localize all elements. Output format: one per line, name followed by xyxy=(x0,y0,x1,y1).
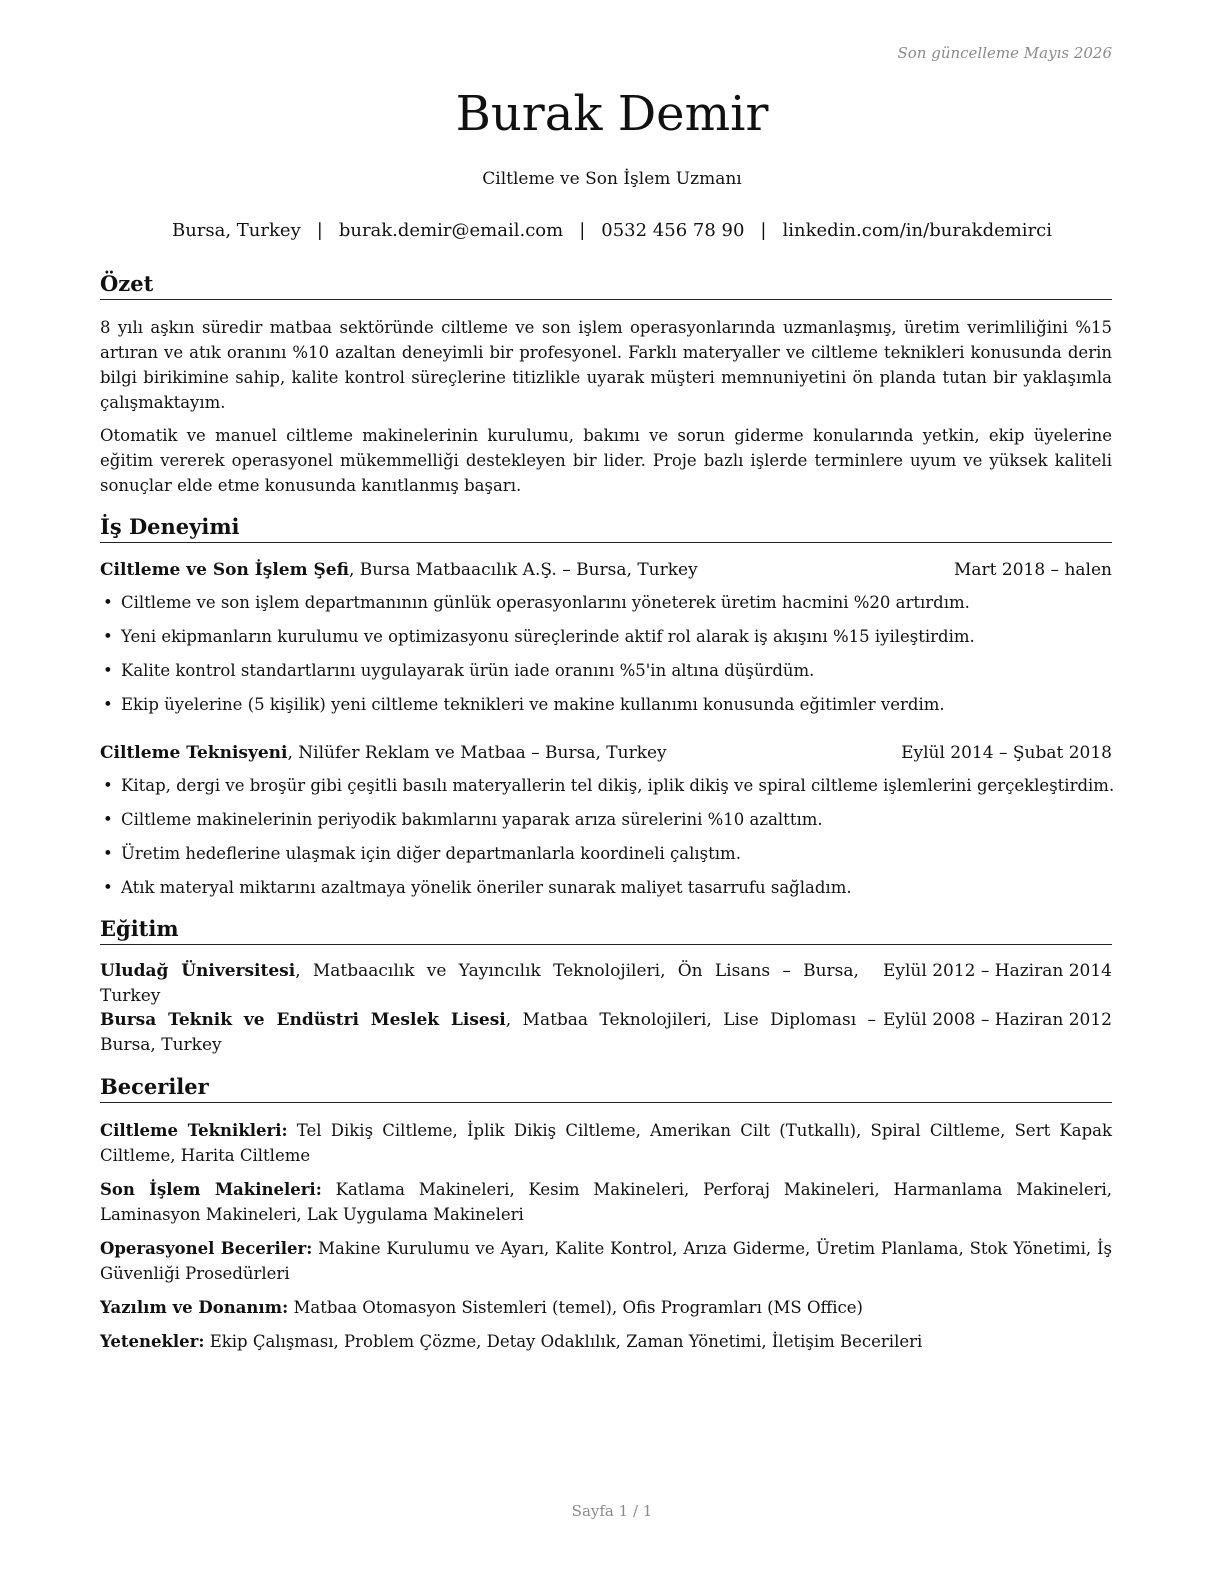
skill-value: Makine Kurulumu ve Ayarı, Kalite Kontrol, Arıza Giderme, Üretim Planlama, Stok Yönetimi, İş Güvenliği Prosedürleri xyxy=(100,1239,1112,1283)
skill-row xyxy=(100,1329,1112,1354)
contact-line xyxy=(0,220,1224,241)
candidate-name: Burak Demir xyxy=(455,86,769,142)
contact-email[interactable]: burak.demir@email.com xyxy=(338,220,564,241)
education-dates: Eylül 2012 – Haziran 2014 xyxy=(882,961,1112,981)
education-details: , Matbaa Teknolojileri, Lise Diploması – Bursa, Turkey xyxy=(100,1010,876,1055)
page-number: Sayfa 1 / 1 xyxy=(571,1502,653,1520)
job-header xyxy=(100,558,1112,582)
job-bullet: • Kitap, dergi ve broşür gibi çeşitli basılı materyallerin tel dikiş, iplik dikiş ve spiral ciltleme işlemlerini gerçekleştirdim. xyxy=(100,769,1112,803)
job-dates: Mart 2018 – halen xyxy=(953,560,1112,580)
summary-heading: Özet xyxy=(100,271,1112,300)
skills-section xyxy=(100,1118,1112,1363)
job-company: , Bursa Matbaacılık A.Ş. – Bursa, Turkey xyxy=(348,560,698,580)
contact-separator: | xyxy=(579,220,586,241)
job-bullet: • Ekip üyelerine (5 kişilik) yeni ciltleme teknikleri ve makine kullanımı konusunda eğitimler verdim. xyxy=(100,688,1112,722)
skill-row xyxy=(100,1118,1112,1168)
skill-label: Ciltleme Teknikleri: xyxy=(100,1121,288,1140)
contact-location: Bursa, Turkey xyxy=(171,220,301,241)
skills-heading: Beceriler xyxy=(100,1074,1112,1103)
summary-paragraph: 8 yılı aşkın süredir matbaa sektöründe ciltleme ve son işlem operasyonlarında uzmanlaşmış, üretim verimliliğini %15 artıran ve atık oranını %10 azaltan deneyimli bir profesyonel. Farklı materyaller ve ciltleme teknikleri konusunda derin bilgi birikimine sahip, kalite kontrol süreçlerine titizlikle uyarak müşteri memnuniyetini ön planda tutan bir yaklaşımla çalışmaktayım. xyxy=(100,318,1112,412)
education-school: Uludağ Üniversitesi xyxy=(100,961,296,981)
job-bullet: • Atık materyal miktarını azaltmaya yönelik öneriler sunarak maliyet tasarrufu sağladım. xyxy=(100,871,1112,905)
skill-row xyxy=(100,1177,1112,1227)
contact-phone: 0532 456 78 90 xyxy=(601,220,745,241)
skill-row xyxy=(100,1236,1112,1286)
skill-label: Yazılım ve Donanım: xyxy=(100,1298,289,1317)
skill-label: Yetenekler: xyxy=(100,1332,205,1351)
contact-separator: | xyxy=(316,220,323,241)
job-entry xyxy=(100,558,1112,722)
job-dates: Eylül 2014 – Şubat 2018 xyxy=(901,743,1112,763)
job-header xyxy=(100,741,1112,765)
job-bullets xyxy=(100,769,1115,905)
skill-value: Matbaa Otomasyon Sistemleri (temel), Ofis Programları (MS Office) xyxy=(288,1298,863,1317)
last-updated-note: Son güncelleme Mayıs 2026 xyxy=(897,44,1112,62)
education-school: Bursa Teknik ve Endüstri Meslek Lisesi xyxy=(100,1010,506,1030)
summary-paragraph: Otomatik ve manuel ciltleme makinelerinin kurulumu, bakımı ve sorun giderme konularında yetkin, ekip üyelerine eğitim vererek operasyonel mükemmelliği destekleyen bir lider. Proje bazlı işlerde terminlere uyum ve yüksek kaliteli sonuçlar elde etme konusunda kanıtlanmış başarı. xyxy=(100,426,1112,495)
education-dates: Eylül 2008 – Haziran 2012 xyxy=(882,1010,1112,1030)
experience-heading: İş Deneyimi xyxy=(100,514,1112,543)
education-heading: Eğitim xyxy=(100,916,1112,945)
skill-label: Son İşlem Makineleri: xyxy=(100,1180,322,1199)
skill-value: Ekip Çalışması, Problem Çözme, Detay Odaklılık, Zaman Yönetimi, İletişim Becerileri xyxy=(204,1332,923,1351)
job-company: , Nilüfer Reklam ve Matbaa – Bursa, Turkey xyxy=(287,743,667,763)
summary-section xyxy=(100,315,1112,498)
job-title: Ciltleme ve Son İşlem Uzmanı xyxy=(482,169,742,189)
job-bullet: • Üretim hedeflerine ulaşmak için diğer departmanlarla koordineli çalıştım. xyxy=(100,837,1112,871)
skill-row xyxy=(100,1295,1112,1320)
job-role: Ciltleme ve Son İşlem Şefi xyxy=(100,560,349,580)
job-role: Ciltleme Teknisyeni xyxy=(100,743,288,763)
skill-value: Katlama Makineleri, Kesim Makineleri, Perforaj Makineleri, Harmanlama Makineleri, Laminasyon Makineleri, Lak Uygulama Makineleri xyxy=(100,1180,1113,1224)
contact-separator: | xyxy=(760,220,767,241)
job-bullet: • Ciltleme makinelerinin periyodik bakımlarını yaparak arıza sürelerini %10 azalttım. xyxy=(100,803,1112,837)
job-entry xyxy=(100,741,1115,905)
skill-label: Operasyonel Beceriler: xyxy=(100,1239,313,1258)
skill-value: Tel Dikiş Ciltleme, İplik Dikiş Ciltleme, Amerikan Cilt (Tutkallı), Spiral Ciltleme, Sert Kapak Ciltleme, Harita Ciltleme xyxy=(100,1121,1112,1165)
education-details: , Matbaacılık ve Yayıncılık Teknolojileri, Ön Lisans – Bursa, Turkey xyxy=(100,961,859,1006)
job-bullet: • Kalite kontrol standartlarını uygulayarak ürün iade oranını %5'in altına düşürdüm. xyxy=(100,654,1112,688)
contact-linkedin[interactable]: linkedin.com/in/burakdemirci xyxy=(782,220,1053,241)
education-entry xyxy=(100,1008,1112,1058)
job-bullet: • Ciltleme ve son işlem departmanının günlük operasyonlarını yöneterek üretim hacmini %20 artırdım. xyxy=(100,586,1112,620)
job-bullet: • Yeni ekipmanların kurulumu ve optimizasyonu süreçlerinde aktif rol alarak iş akışını %15 iyileştirdim. xyxy=(100,620,1112,654)
education-entry xyxy=(100,959,1112,1009)
job-bullets xyxy=(100,586,1112,722)
